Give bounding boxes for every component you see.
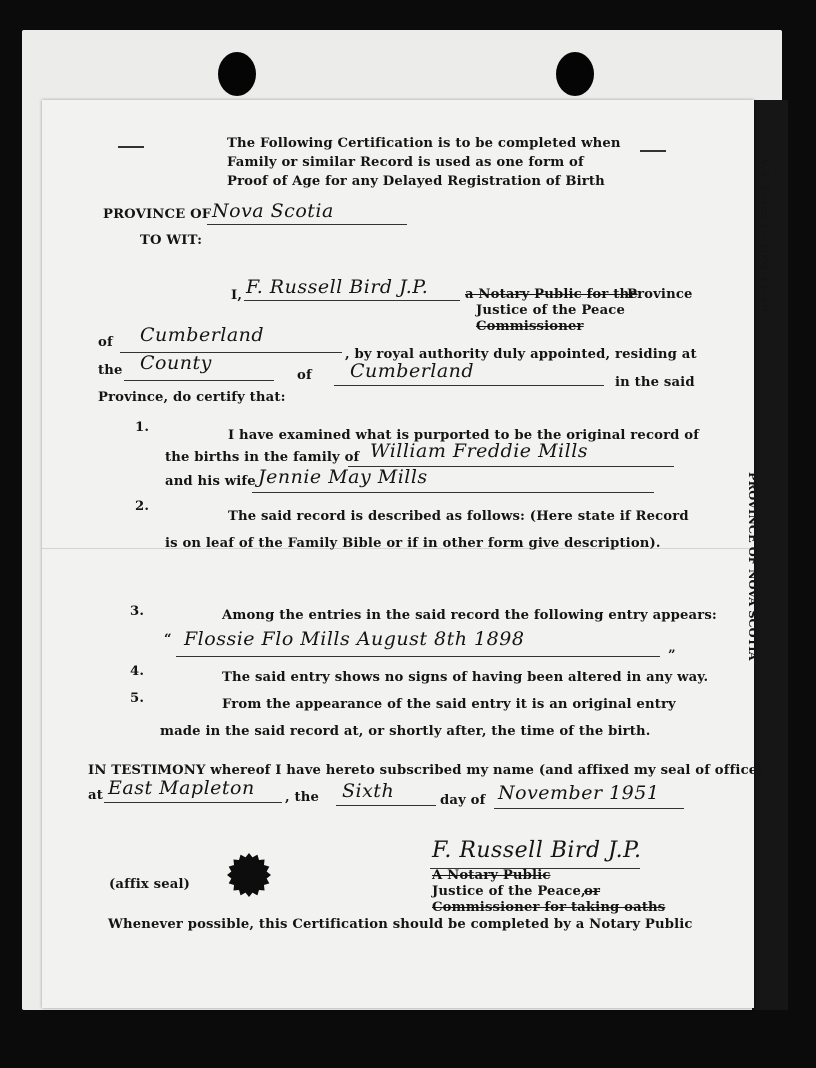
header-line-3: Proof of Age for any Delayed Registration of Birth — [227, 174, 605, 189]
item-3-open-quote: “ — [164, 632, 172, 647]
province-underline — [207, 224, 407, 225]
wife-underline — [252, 492, 654, 493]
punch-hole-left — [218, 52, 256, 96]
testimony-at-label: at — [88, 788, 103, 803]
item-2-line-2: is on leaf of the Family Bible or if in other form give description). — [165, 536, 661, 551]
to-wit-label: TO WIT: — [140, 233, 203, 248]
item-1-number: 1. — [135, 420, 150, 435]
province-vertical-label: PROVINCE OF NOVA SCOTIA — [746, 472, 760, 661]
county-value: County — [140, 352, 212, 374]
item-1-wife-value: Jennie May Mills — [258, 466, 428, 488]
commissioner-struck: Commissioner — [476, 319, 584, 334]
punch-hole-right — [556, 52, 594, 96]
item-1-family-value: William Freddie Mills — [370, 440, 589, 462]
province-word: Province — [627, 287, 693, 302]
item-4-number: 4. — [130, 664, 145, 679]
certifier-prefix: I, — [231, 288, 243, 303]
appointed-text: , by royal authority duly appointed, residing at — [345, 347, 697, 362]
item-5-line-2: made in the said record at, or shortly after, the time of the birth. — [160, 724, 651, 739]
footer-note: Whenever possible, this Certification should be completed by a Notary Public — [108, 917, 693, 932]
county-underline — [124, 380, 274, 381]
notary-public-struck: a Notary Public for the — [465, 287, 638, 302]
item-3-line-1: Among the entries in the said record the following entry appears: — [222, 608, 717, 623]
month-underline — [494, 808, 684, 809]
province-label: PROVINCE OF — [103, 207, 212, 222]
testimony-line-1: IN TESTIMONY whereof I have hereto subscribed my name (and affixed my seal of office) — [88, 763, 764, 778]
header-line-2: Family or similar Record is used as one form of — [227, 155, 584, 170]
seal-icon — [226, 852, 272, 898]
certify-line: Province, do certify that: — [98, 390, 286, 405]
header-dash-left — [118, 146, 144, 148]
of-value: Cumberland — [140, 324, 265, 346]
of2-underline — [334, 385, 604, 386]
place-underline — [104, 802, 282, 803]
header-dash-right — [640, 150, 666, 152]
signature-justice-label: Justice of the Peace, — [432, 884, 586, 899]
item-2-number: 2. — [135, 499, 150, 514]
the-label: the — [98, 363, 123, 378]
of2-value: Cumberland — [350, 360, 475, 382]
testimony-day-of: day of — [440, 793, 486, 808]
certifier-name: F. Russell Bird J.P. — [246, 276, 429, 298]
day-underline — [336, 805, 436, 806]
testimony-day: Sixth — [342, 780, 395, 802]
item-2-line-1: The said record is described as follows: (Here state if Record — [228, 509, 689, 524]
in-said-label: in the said — [615, 375, 695, 390]
item-4-line-1: The said entry shows no signs of having been altered in any way. — [222, 670, 709, 685]
testimony-the-label: , the — [285, 790, 320, 805]
form-number-label: V.S. Form 1—10M-11-49 — [758, 158, 772, 313]
testimony-place: East Mapleton — [108, 777, 255, 799]
of-label: of — [98, 335, 113, 350]
item-3-entry: Flossie Flo Mills August 8th 1898 — [184, 628, 525, 650]
header-line-1: The Following Certification is to be completed when — [227, 136, 621, 151]
signature: F. Russell Bird J.P. — [432, 838, 642, 863]
item-1-line-1: I have examined what is purported to be the original record of — [228, 428, 700, 443]
notary-public-struck-2: A Notary Public — [432, 868, 551, 883]
commissioner-oaths-struck: Commissioner for taking oaths — [432, 900, 666, 915]
province-value: Nova Scotia — [212, 200, 334, 222]
or-struck: or — [584, 884, 601, 899]
of2-label: of — [297, 368, 312, 383]
entry-underline — [176, 656, 660, 657]
item-3-close-quote: ” — [668, 648, 676, 663]
justice-of-peace-label: Justice of the Peace — [476, 303, 626, 318]
testimony-month-year: November 1951 — [498, 782, 660, 804]
item-5-line-1: From the appearance of the said entry it is an original entry — [222, 697, 676, 712]
item-5-number: 5. — [130, 691, 145, 706]
item-1-family-label: the births in the family of — [165, 450, 360, 465]
item-3-number: 3. — [130, 604, 145, 619]
item-1-wife-label: and his wife — [165, 474, 256, 489]
affix-seal-label: (affix seal) — [109, 877, 191, 892]
certifier-name-underline — [244, 300, 460, 301]
